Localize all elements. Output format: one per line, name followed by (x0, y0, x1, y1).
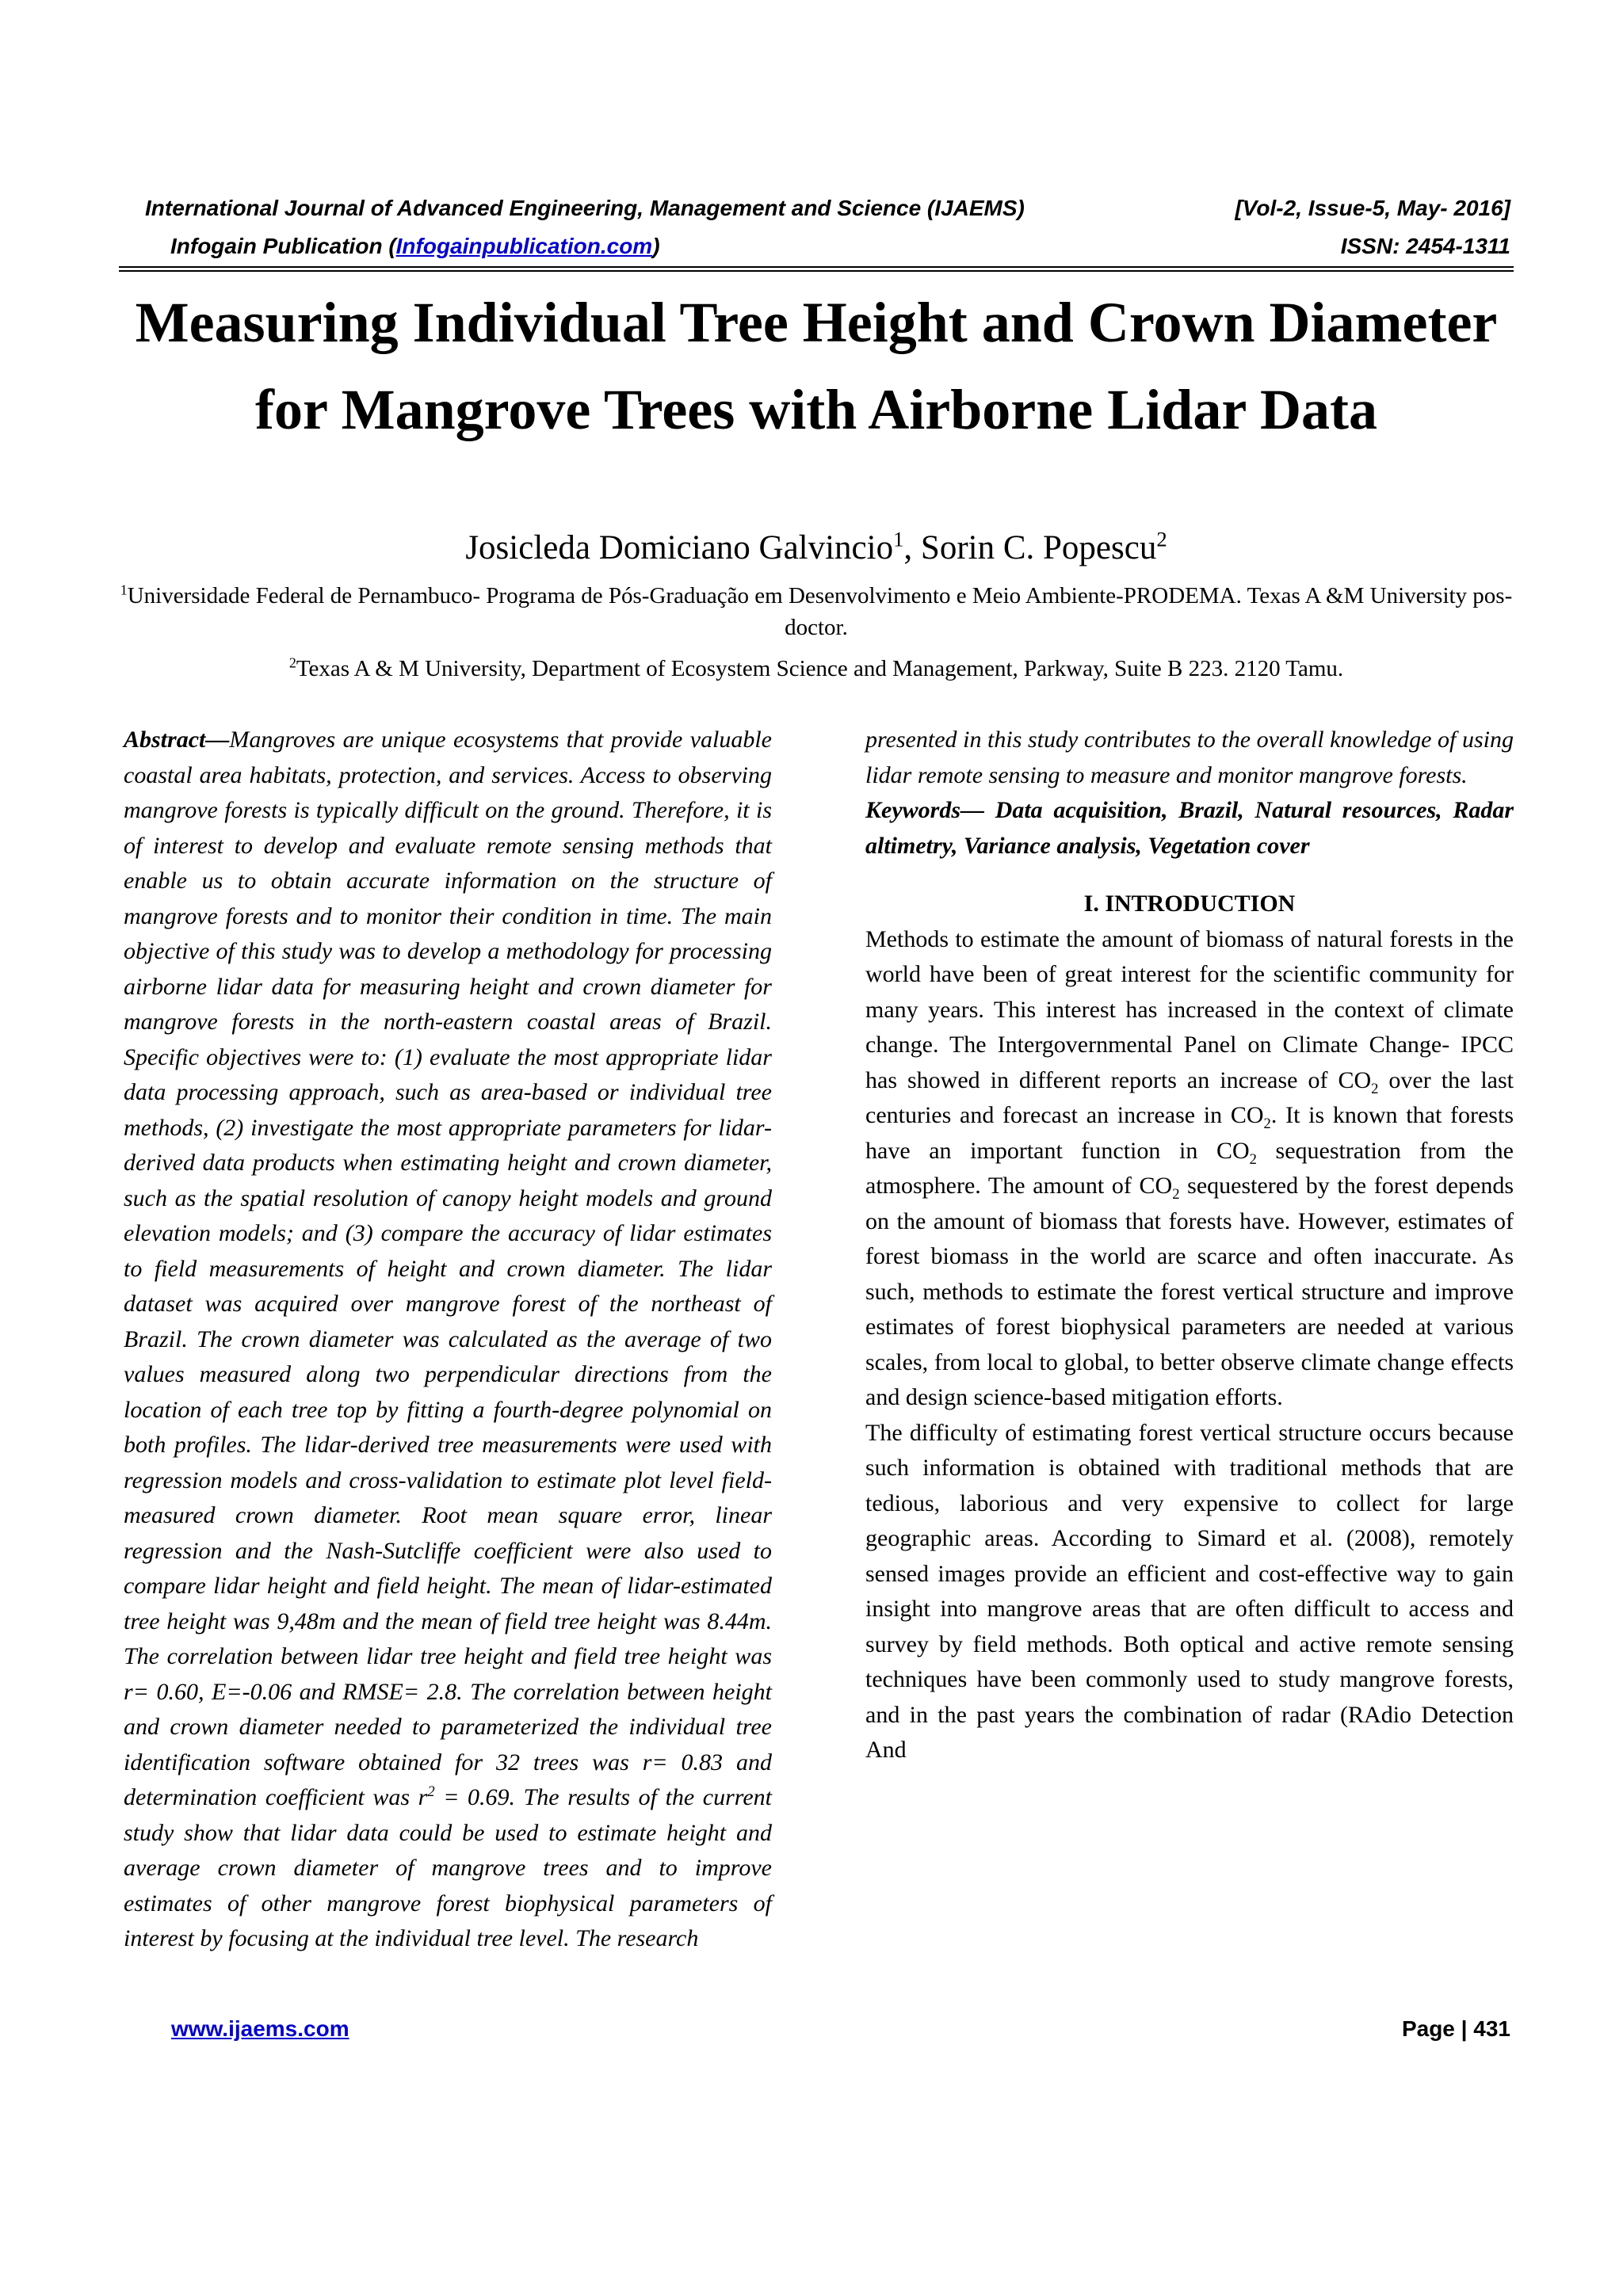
affiliation-mark: 1 (120, 582, 128, 598)
publisher-suffix: ) (652, 234, 660, 258)
co2-subscript: 2 (1172, 1186, 1180, 1203)
abstract-continuation (865, 723, 1514, 793)
section-heading: I. INTRODUCTION (1083, 891, 1296, 917)
affiliation-mark: 2 (288, 654, 296, 671)
abstract-text: Mangroves are unique ecosystems that provide valuable coastal area habitats, protection, and services. Access to observing mangrove forests is typically difficult on the ground. Therefore, it is of interest to develop and evaluate remote sensing methods that enable us to obtain accurate information on the structure of mangrove forests and to monitor their condition in time. The main objective of this study was to develop a methodology for processing airborne lidar data for measuring height and crown diameter for mangrove forests in the north-eastern coastal areas of Brazil. Specific objectives were to: (1) evaluate the most appropriate lidar data processing approach, such as area-based or individual tree methods, (2) investigate the most appropriate parameters for lidar-derived data products when estimating height and crown diameter, such as the spatial resolution of canopy height models and ground elevation models; and (3) compare the accuracy of lidar estimates to field measurements of height and crown diameter. The lidar dataset was acquired over mangrove forest of the northeast of Brazil. The crown diameter was calculated as the average of two values measured along two perpendicular directions from the location of each tree top by fitting a fourth-degree polynomial on both profiles. The lidar-derived tree measurements were used with regression models and cross-validation to estimate plot level field-measured crown diameter. Root mean square error, linear regression and the Nash-Sutcliffe coefficient were also used to compare lidar height and field height. The mean of lidar-estimated tree height was 9,48m and the mean of field tree height was 8.44m. The correlation between lidar tree height and field tree height was r= 0.60, E=-0.06 and RMSE= 2.8. The correlation between height and crown diameter needed to parameterized the individual tree identification software obtained for 32 trees was r= 0.83 and determination coefficient was r (124, 727, 772, 1810)
publisher-line (170, 233, 660, 260)
footer-url-link[interactable]: www.ijaems.com (171, 2016, 349, 2041)
publisher-link[interactable]: Infogainpublication.com (395, 234, 653, 258)
co2-subscript: 2 (1371, 1080, 1379, 1097)
issn: ISSN: 2454-1311 (1340, 234, 1510, 258)
abstract-column (124, 723, 772, 1957)
keywords (865, 793, 1514, 864)
abstract-text-cont: = 0.69. The results of the current study show that lidar data could be used to estimate height and average crown diameter of mangrove trees and to improve estimates of other mangrove forest biophysical parameters of interest by focusing at the individual tree level. The research (124, 1784, 773, 1951)
author-separator: , (903, 529, 921, 566)
intro-paragraph: The difficulty of estimating forest vertical structure occurs because such information is obtained with traditional methods that are tedious, laborious and very expensive to collect for large geographic areas. According to Simard et al. (2008), remotely sensed images provide an efficient and cost-effective way to gain insight into mangrove areas that are often difficult to access and survey by field methods. Both optical and active remote sensing techniques have been commonly used to study mangrove forests, and in the past years the combination of radar (RAdio Detection And (865, 1419, 1514, 1763)
publisher-prefix: Infogain Publication ( (170, 234, 396, 258)
intro-paragraph (865, 922, 1514, 1416)
intro-text: . It is known that forests have an important function in CO (865, 1102, 1514, 1164)
author-name: Sorin C. Popescu (920, 529, 1157, 566)
paper-title: Measuring Individual Tree Height and Crown Diameter for Mangrove Trees with Airborne Lidar Data (135, 291, 1498, 441)
affiliation (119, 653, 1514, 685)
keywords-text: Data acquisition, Brazil, Natural resources, Radar altimetry, Variance analysis, Vegetation cover (865, 797, 1514, 859)
abstract-dash: — (205, 727, 230, 753)
intro-text: sequestration from the atmosphere. The amount of CO (865, 1137, 1514, 1199)
header-rule (119, 266, 1514, 268)
abstract-label: Abstract (124, 727, 206, 753)
intro-text: sequestered by the forest depends on the amount of biomass that forests have. However, estimates of forest biomass in the world are scarce and often inaccurate. As such, methods to estimate the forest vertical structure and improve estimates of forest biophysical parameters are needed at various scales, from local to global, to better observe climate change effects and design science-based mitigation efforts. (865, 1173, 1514, 1410)
right-column (865, 723, 1514, 1768)
volume-info: [Vol-2, Issue-5, May- 2016] (1235, 196, 1510, 220)
intro-text: over the last centuries and forecast an increase in CO (865, 1066, 1514, 1128)
affiliation-text: Texas A & M University, Department of Ecosystem Science and Management, Parkway, Suite B 223. 2120 Tamu. (296, 656, 1344, 681)
author-name: Josicleda Domiciano Galvincio (465, 529, 894, 566)
keywords-label: Keywords— (865, 797, 984, 823)
r-squared-exponent: 2 (427, 1783, 435, 1800)
author-affiliation-mark: 2 (1156, 527, 1167, 551)
author-list (103, 526, 1529, 570)
co2-subscript: 2 (1249, 1150, 1257, 1168)
page-number: Page | 431 (1401, 2016, 1510, 2041)
affiliation (119, 580, 1514, 643)
header-rule-thin (119, 270, 1514, 272)
affiliation-text: Universidade Federal de Pernambuco- Programa de Pós-Graduação em Desenvolvimento e Meio Ambiente-PRODEMA. Texas A &M University pos-doctor. (127, 583, 1513, 640)
co2-subscript: 2 (1263, 1116, 1271, 1132)
author-affiliation-mark: 1 (893, 527, 904, 551)
intro-text: Methods to estimate the amount of biomass of natural forests in the world have been of great interest for the scientific community for many years. This interest has increased in the context of climate change. The Intergovernmental Panel on Climate Change- IPCC has showed in different reports an increase of CO (865, 925, 1514, 1093)
journal-name: International Journal of Advanced Engineering, Management and Science (IJAEMS) (145, 196, 1025, 220)
abstract-text-continued: presented in this study contributes to the overall knowledge of using lidar remote sensing to measure and monitor mangrove forests. (865, 727, 1514, 788)
abstract (124, 723, 772, 1957)
